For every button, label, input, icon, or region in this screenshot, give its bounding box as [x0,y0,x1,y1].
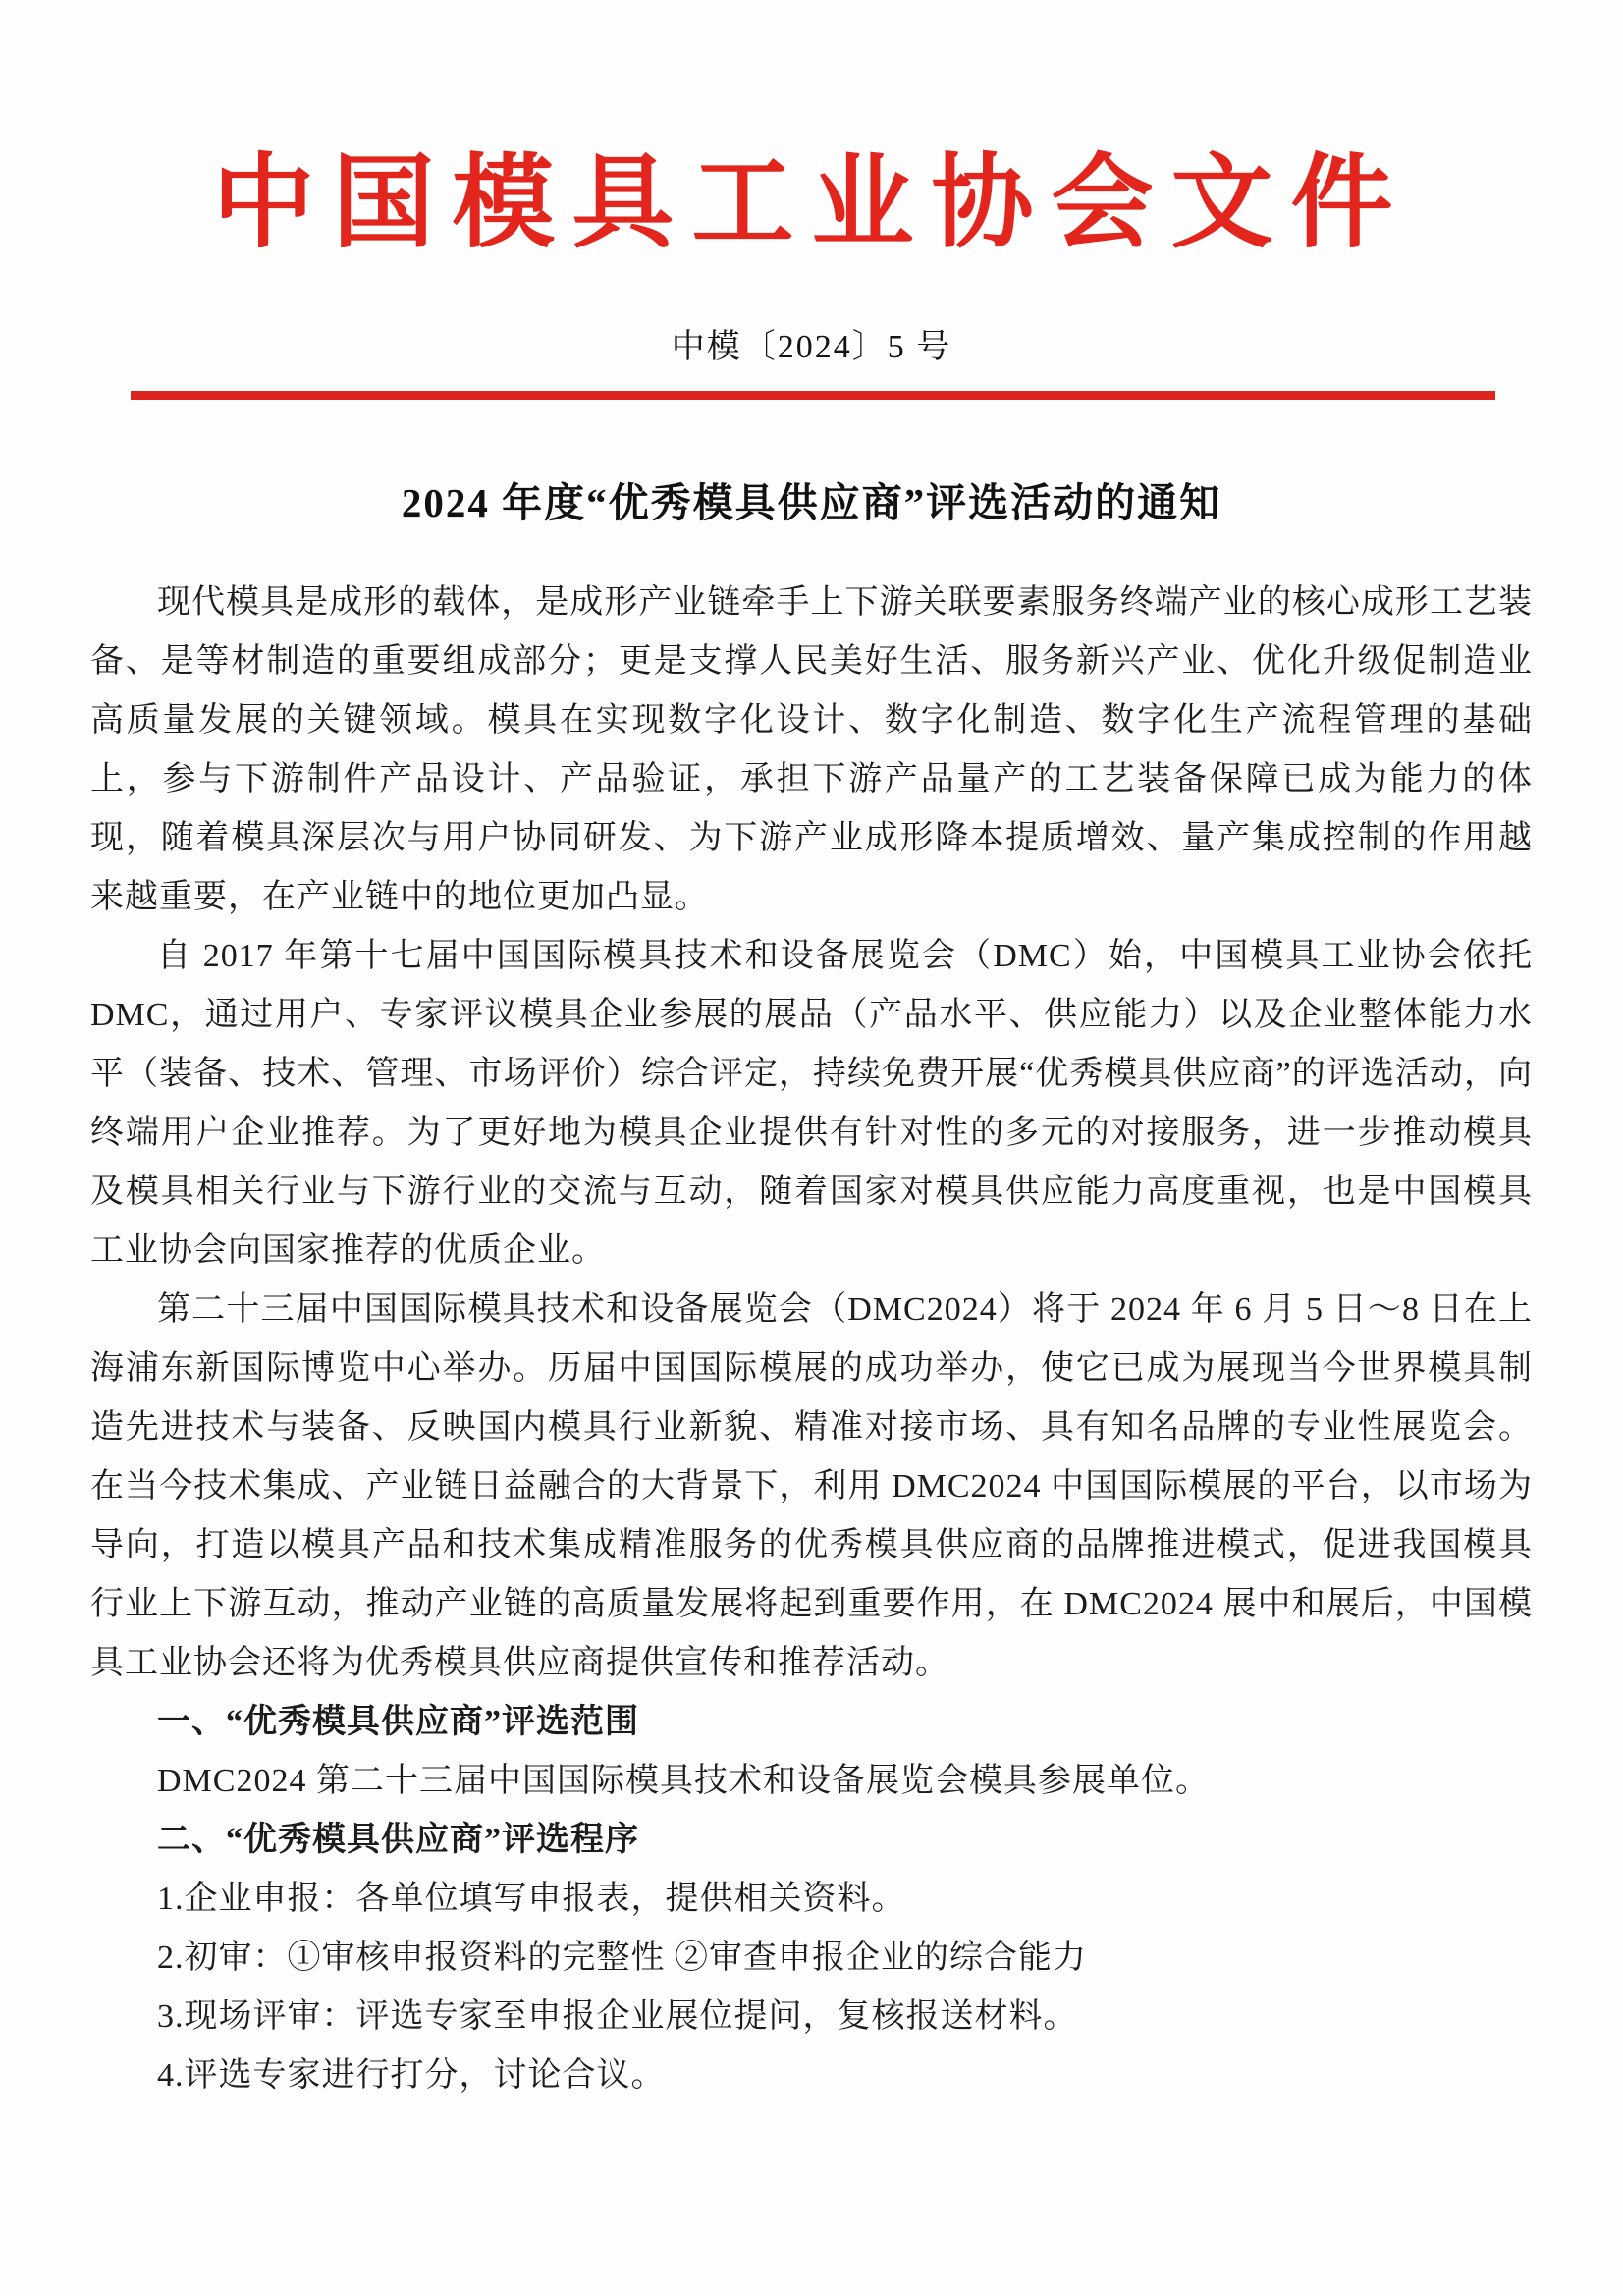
section-heading-procedure: 二、“优秀模具供应商”评选程序 [157,1822,639,1859]
red-divider-rule [131,391,1495,400]
document-number: 中模〔2024〕5 号 [671,328,952,365]
body-paragraph: DMC2024 第二十三届中国国际模具技术和设备展览会模具参展单位。 [157,1763,1210,1800]
procedure-step: 1.企业申报：各单位填写申报表，提供相关资料。 [157,1881,906,1918]
body-paragraph: 第二十三届中国国际模具技术和设备展览会（DMC2024）将于 2024 年 6 月 5 日～8 日在上海浦东新国际博览中心举办。历届中国国际模展的成功举办，使它已成为展现当今世界模具制造先进技术与装备、反映国内模具行业新貌、精准对接市场、具有知名品牌的专业性展览会。在当今技术集成、产业链日益融合的大背景下，利用 DMC2024 中国国际模展的平台，以市场为导向，打造以模具产品和技术集成精准服务的优秀模具供应商的品牌推进模式，促进我国模具行业上下游互动，推动产业链的高质量发展将起到重要作用，在 DMC2024 展中和展后，中国模具工业协会还将为优秀模具供应商提供宣传和推荐活动。 [90,1291,1533,1682]
notice-body [90,574,1533,2105]
letterhead-org-title: 中国模具工业协会文件 [212,147,1411,260]
body-paragraph: 现代模具是成形的载体，是成形产业链牵手上下游关联要素服务终端产业的核心成形工艺装备、是等材制造的重要组成部分；更是支撑人民美好生活、服务新兴产业、优化升级促制造业高质量发展的关键领域。模具在实现数字化设计、数字化制造、数字化生产流程管理的基础上，参与下游制件产品设计、产品验证，承担下游产品量产的工艺装备保障已成为能力的体现，随着模具深层次与用户协同研发、为下游产业成形降本提质增效、量产集成控制的作用越来越重要，在产业链中的地位更加凸显。 [90,584,1533,916]
section-heading-scope: 一、“优秀模具供应商”评选范围 [157,1704,639,1741]
body-paragraph: 自 2017 年第十七届中国国际模具技术和设备展览会（DMC）始，中国模具工业协会依托 DMC，通过用户、专家评议模具企业参展的展品（产品水平、供应能力）以及企业整体能力水平（装备、技术、管理、市场评价）综合评定，持续免费开展“优秀模具供应商”的评选活动，向终端用户企业推荐。为了更好地为模具企业提供有针对性的多元的对接服务，进一步推动模具及模具相关行业与下游行业的交流与互动，随着国家对模具供应能力高度重视，也是中国模具工业协会向国家推荐的优质企业。 [90,938,1533,1270]
procedure-step: 3.现场评审：评选专家至申报企业展位提问，复核报送材料。 [157,1998,1078,2036]
procedure-step: 4.评选专家进行打分，讨论合议。 [157,2057,666,2095]
procedure-step: 2.初审：①审核申报资料的完整性 ②审查申报企业的综合能力 [157,1940,1087,1977]
notice-title: 2024 年度“优秀模具供应商”评选活动的通知 [401,480,1222,526]
